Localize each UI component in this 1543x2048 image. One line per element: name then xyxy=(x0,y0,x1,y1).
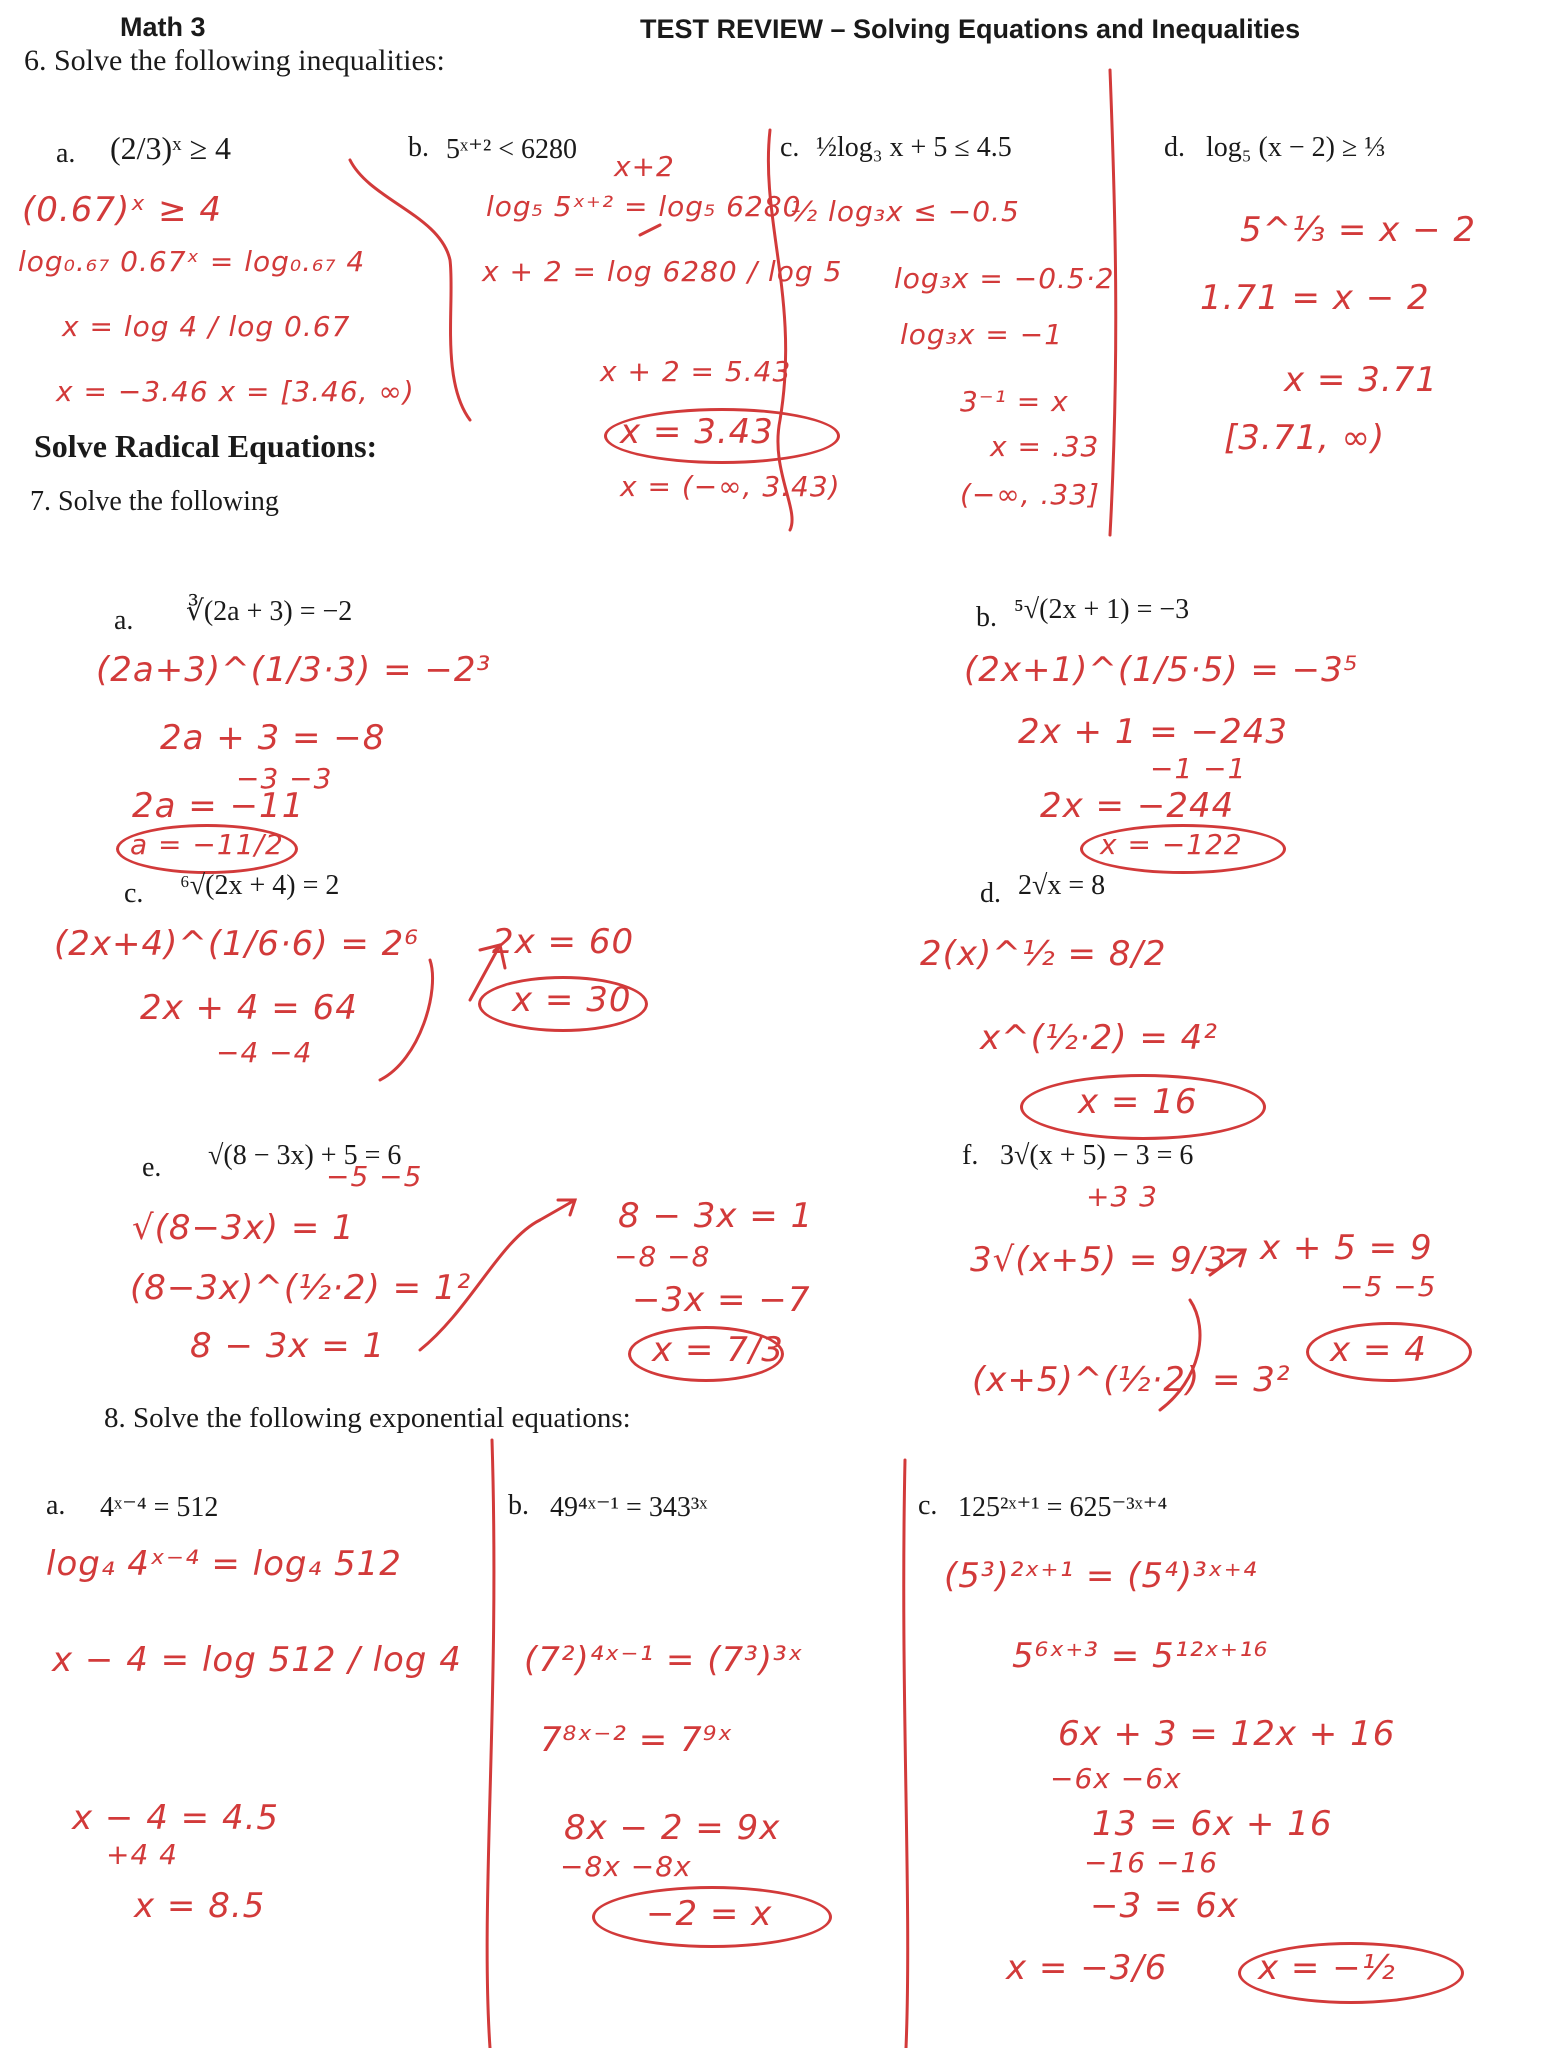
work-7c-line1: (2x+4)^(1/6·6) = 2⁶ xyxy=(54,924,419,964)
work-7b-line3: −1 −1 xyxy=(1150,752,1247,785)
work-7b-line5: x = −122 xyxy=(1100,828,1243,861)
work-7e-line8: x = 7/3 xyxy=(652,1330,784,1370)
work-7b-answer-oval xyxy=(1080,824,1286,874)
work-6b-line2: log₅ 5ˣ⁺² = log₅ 6280 xyxy=(486,190,802,223)
work-7f-line6: x = 4 xyxy=(1330,1330,1427,1370)
work-7e-line2: √(8−3x) = 1 xyxy=(132,1208,355,1248)
work-8a-line4: +4 4 xyxy=(106,1838,178,1871)
work-7f-line3: (x+5)^(½·2) = 3² xyxy=(972,1360,1291,1400)
problem-7a-label: a. xyxy=(114,605,134,636)
work-7f-line2: 3√(x+5) = 9/3 xyxy=(970,1240,1228,1280)
problem-6a-label: a. xyxy=(56,138,76,169)
work-6d-line1: 5^⅓ = x − 2 xyxy=(1240,210,1477,250)
work-8c-line9: x = −½ xyxy=(1258,1948,1396,1988)
problem-7e-label: e. xyxy=(142,1152,162,1183)
work-7c-line2: 2x + 4 = 64 xyxy=(140,988,358,1028)
work-6a-line2: log₀.₆₇ 0.67ˣ = log₀.₆₇ 4 xyxy=(18,245,366,278)
work-7e-line4: 8 − 3x = 1 xyxy=(190,1326,386,1366)
work-7e-line7: −3x = −7 xyxy=(632,1280,811,1320)
work-7b-line2: 2x + 1 = −243 xyxy=(1018,712,1288,752)
work-8c-line4: −6x −6x xyxy=(1050,1762,1182,1795)
course-name: Math 3 xyxy=(120,12,206,42)
work-7c-line5: x = 30 xyxy=(512,980,632,1020)
work-7f-line1: +3 3 xyxy=(1086,1180,1158,1213)
problem-7f-expr: 3√(x + 5) − 3 = 6 xyxy=(1000,1140,1194,1171)
work-6b-answer-oval xyxy=(604,408,840,464)
work-8b-line1: (7²)⁴ˣ⁻¹ = (7³)³ˣ xyxy=(524,1640,804,1680)
work-7a-line5: a = −11/2 xyxy=(130,828,284,861)
problem-8c-expr: 125²ˣ⁺¹ = 625⁻³ˣ⁺⁴ xyxy=(958,1492,1168,1523)
problem-7d-expr: 2√x = 8 xyxy=(1018,870,1106,901)
work-8c-line2: 5⁶ˣ⁺³ = 5¹²ˣ⁺¹⁶ xyxy=(1012,1636,1269,1676)
work-7c-line3: −4 −4 xyxy=(216,1036,313,1069)
work-7a-line3: −3 −3 xyxy=(236,762,333,795)
section-7-heading: 7. Solve the following xyxy=(30,486,279,517)
work-6c-line2: log₃x = −0.5·2 xyxy=(894,262,1115,295)
problem-6b-label: b. xyxy=(408,132,429,163)
work-8b-line5: −2 = x xyxy=(646,1894,773,1934)
work-8a-line5: x = 8.5 xyxy=(134,1886,266,1926)
problem-7a-expr: ∛(2a + 3) = −2 xyxy=(186,596,353,627)
problem-7c-label: c. xyxy=(124,878,144,909)
work-7b-line1: (2x+1)^(1/5·5) = −3⁵ xyxy=(964,650,1359,690)
work-7e-answer-oval xyxy=(628,1326,784,1382)
problem-7d-label: d. xyxy=(980,878,1001,909)
problem-7b-expr: ⁵√(2x + 1) = −3 xyxy=(1014,594,1190,625)
work-6b-line4: x + 2 = 5.43 xyxy=(600,355,792,388)
work-6a-line3: x = log 4 / log 0.67 xyxy=(62,310,351,343)
work-7a-answer-oval xyxy=(116,824,298,874)
work-7a-line1: (2a+3)^(1/3·3) = −2³ xyxy=(96,650,492,690)
work-6d-line3: x = 3.71 xyxy=(1284,360,1438,400)
work-7e-line5: 8 − 3x = 1 xyxy=(618,1196,814,1236)
problem-7c-expr: ⁶√(2x + 4) = 2 xyxy=(180,870,340,901)
work-6c-line1: ½ log₃x ≤ −0.5 xyxy=(790,195,1020,228)
problem-8b-expr: 49⁴ˣ⁻¹ = 343³ˣ xyxy=(550,1492,708,1523)
work-6c-line4: 3⁻¹ = x xyxy=(960,385,1069,418)
work-6a-line1: (0.67)ˣ ≥ 4 xyxy=(22,190,223,230)
work-7d-answer-oval xyxy=(1020,1074,1266,1140)
work-6a-line4: x = −3.46 x = [3.46, ∞) xyxy=(56,375,415,408)
work-8a-line3: x − 4 = 4.5 xyxy=(72,1798,280,1838)
problem-6c-label: c. xyxy=(780,132,800,163)
work-6d-line4: [3.71, ∞) xyxy=(1224,418,1386,458)
work-7a-line2: 2a + 3 = −8 xyxy=(160,718,386,758)
work-7b-line4: 2x = −244 xyxy=(1040,786,1235,826)
radical-section-heading: Solve Radical Equations: xyxy=(34,428,378,464)
work-7c-answer-oval xyxy=(478,976,648,1032)
work-6d-line2: 1.71 = x − 2 xyxy=(1200,278,1430,318)
work-7d-line3: x = 16 xyxy=(1078,1082,1198,1122)
work-8a-line2: x − 4 = log 512 / log 4 xyxy=(52,1640,462,1680)
work-7f-answer-oval xyxy=(1306,1322,1472,1382)
work-7d-line2: x^(½·2) = 4² xyxy=(980,1018,1218,1058)
work-7f-line4: x + 5 = 9 xyxy=(1260,1228,1433,1268)
problem-7e-expr: √(8 − 3x) + 5 = 6 xyxy=(208,1140,402,1171)
problem-7b-label: b. xyxy=(976,602,997,633)
work-6b-line1: x+2 xyxy=(614,150,675,183)
problem-8c-label: c. xyxy=(918,1490,938,1521)
work-7a-line4: 2a = −11 xyxy=(132,786,305,826)
work-8c-line6: −16 −16 xyxy=(1084,1846,1219,1879)
work-8b-answer-oval xyxy=(592,1886,832,1948)
work-8c-line1: (5³)²ˣ⁺¹ = (5⁴)³ˣ⁺⁴ xyxy=(944,1556,1258,1596)
work-7f-line5: −5 −5 xyxy=(1340,1270,1437,1303)
work-8b-line3: 8x − 2 = 9x xyxy=(564,1808,781,1848)
work-6c-line3: log₃x = −1 xyxy=(900,318,1064,351)
work-6b-line3: x + 2 = log 6280 / log 5 xyxy=(482,255,843,288)
problem-6d-label: d. xyxy=(1164,132,1185,163)
problem-8a-label: a. xyxy=(46,1490,66,1521)
problem-6a-expr: (2/3)ˣ ≥ 4 xyxy=(110,130,232,166)
work-6c-line6: (−∞, .33] xyxy=(960,478,1100,511)
problem-6c-expr: ½log₃ x + 5 ≤ 4.5 xyxy=(816,132,1012,163)
problem-8b-label: b. xyxy=(508,1490,529,1521)
work-8b-line2: 7⁸ˣ⁻² = 7⁹ˣ xyxy=(540,1720,734,1760)
work-8c-line8: x = −3/6 xyxy=(1006,1948,1168,1988)
work-7e-line1: −5 −5 xyxy=(326,1160,423,1193)
section-8-heading: 8. Solve the following exponential equations: xyxy=(104,1402,631,1434)
page-title: TEST REVIEW – Solving Equations and Inequalities xyxy=(640,14,1301,44)
work-6b-line5: x = 3.43 xyxy=(620,412,774,452)
problem-7f-label: f. xyxy=(962,1140,979,1171)
section-6-heading: 6. Solve the following inequalities: xyxy=(24,44,445,77)
problem-6d-expr: log₅ (x − 2) ≥ ⅓ xyxy=(1206,132,1386,163)
work-6b-line6: x = (−∞, 3.43) xyxy=(620,470,841,503)
problem-8a-expr: 4ˣ⁻⁴ = 512 xyxy=(100,1492,219,1523)
work-8a-line1: log₄ 4ˣ⁻⁴ = log₄ 512 xyxy=(46,1544,402,1584)
work-7d-line1: 2(x)^½ = 8/2 xyxy=(920,934,1167,974)
work-8c-line5: 13 = 6x + 16 xyxy=(1092,1804,1333,1844)
work-7c-line4: 2x = 60 xyxy=(492,922,635,962)
work-8b-line4: −8x −8x xyxy=(560,1850,692,1883)
work-7e-line3: (8−3x)^(½·2) = 1² xyxy=(130,1268,472,1308)
problem-6b-expr: 5ˣ⁺² < 6280 xyxy=(446,134,578,165)
work-6c-line5: x = .33 xyxy=(990,430,1100,463)
work-7e-line6: −8 −8 xyxy=(614,1240,711,1273)
work-8c-line7: −3 = 6x xyxy=(1090,1886,1239,1926)
work-8c-line3: 6x + 3 = 12x + 16 xyxy=(1058,1714,1396,1754)
work-8c-answer-oval xyxy=(1238,1942,1464,2004)
